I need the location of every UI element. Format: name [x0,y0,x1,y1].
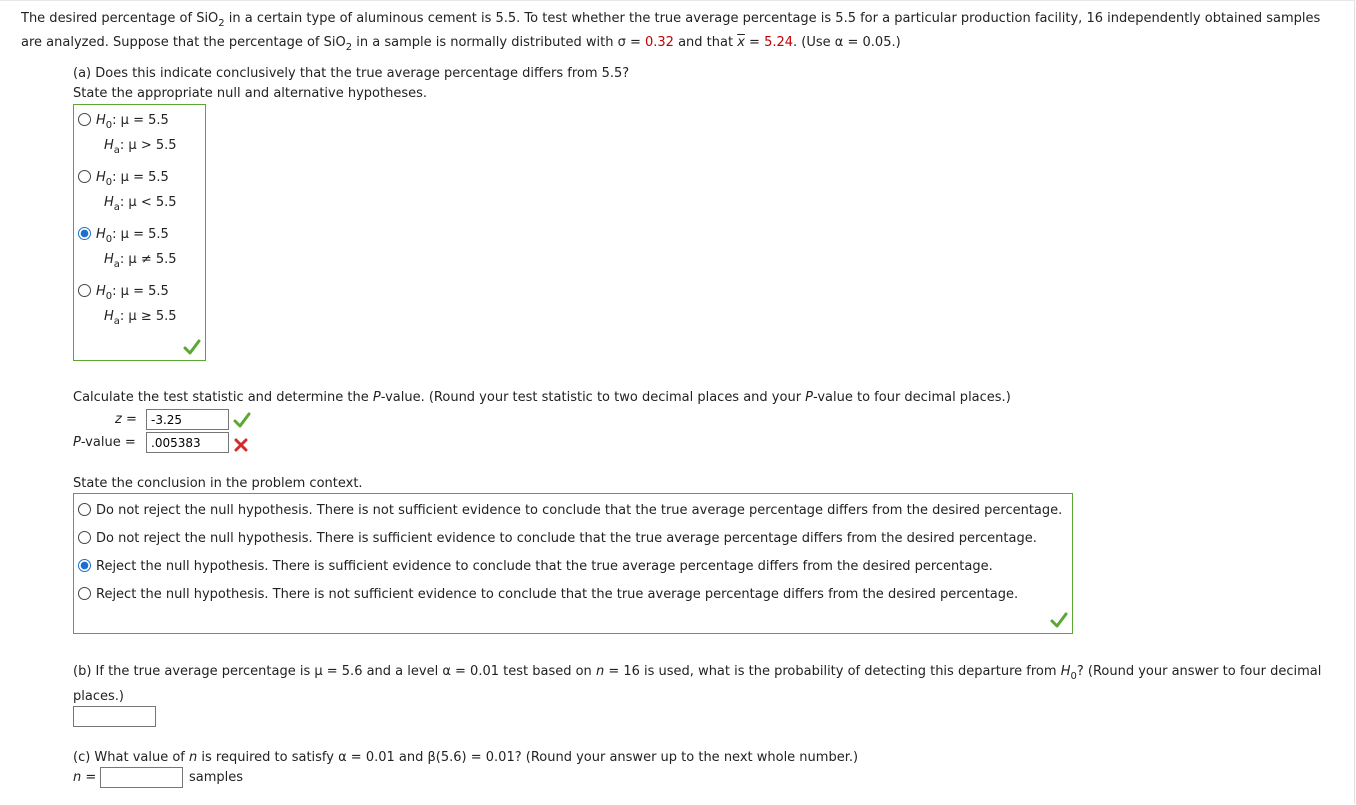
part-a-instruction: State the appropriate null and alternative hypotheses. [73,86,427,101]
alternative-hypothesis-2: $H_a$: μ < 5.5 [104,195,177,213]
alternative-hypothesis-4: $H_a$: μ ≥ 5.5 [104,309,177,327]
hypothesis-option-4[interactable]: $H_0$: μ = 5.5 [78,284,169,299]
part-c-answer-input[interactable] [100,767,183,788]
part-c-question: (c) What value of n is required to satisfy α = 0.01 and β(5.6) = 0.01? (Round your answer up to the next whole number.) [73,750,859,765]
xbar-value: 5.24 [764,35,794,50]
correct-check-icon [1050,612,1068,628]
radio-button[interactable] [78,170,91,183]
radio-button[interactable] [78,559,91,572]
conclusion-option-4[interactable]: Reject the null hypothesis. There is not sufficient evidence to conclude that the true average percentage differs from the desired percentage. [78,587,1018,602]
calc-instruction: Calculate the test statistic and determine the P-value. (Round your test statistic to two decimal places and your P-value to four decimal places.) [73,390,1011,405]
z-label: z = [115,412,137,427]
incorrect-x-icon [234,438,248,452]
radio-button[interactable] [78,587,91,600]
correct-check-icon [233,412,251,428]
radio-button[interactable] [78,503,91,516]
sigma-value: 0.32 [645,35,674,50]
conclusion-option-2[interactable]: Do not reject the null hypothesis. There is sufficient evidence to conclude that the true average percentage differs from the desired percentage. [78,531,1037,546]
samples-unit: samples [189,770,244,785]
intro-line-1: The desired percentage of SiO$_2$ in a certain type of aluminous cement is 5.5. To test whether the true average percentage is 5.5 for a particular production facility, 16 independently obtained samples [21,11,1321,29]
part-a-question: (a) Does this indicate conclusively that the true average percentage differs from 5.5? [73,66,630,81]
part-b-question: (b) If the true average percentage is μ = 5.6 and a level α = 0.01 test based on n = 16 is used, what is the probability of detecting this departure from $H_0$? (Round your answer to four decimal [73,664,1322,682]
alternative-hypothesis-3: $H_a$: μ ≠ 5.5 [104,252,177,270]
p-value-input[interactable] [146,432,229,453]
correct-check-icon [183,339,201,355]
radio-button[interactable] [78,531,91,544]
p-value-label: P-value = [73,435,136,450]
hypothesis-option-2[interactable]: $H_0$: μ = 5.5 [78,170,169,185]
radio-button[interactable] [78,284,91,297]
z-statistic-input[interactable] [146,409,229,430]
radio-button[interactable] [78,227,91,240]
xbar-symbol: $\overline{x}$ [737,35,745,50]
conclusion-prompt: State the conclusion in the problem context. [73,476,363,491]
conclusion-option-3[interactable]: Reject the null hypothesis. There is sufficient evidence to conclude that the true average percentage differs from the desired percentage. [78,559,993,574]
part-b-answer-input[interactable] [73,706,156,727]
hypothesis-option-1[interactable]: $H_0$: μ = 5.5 [78,113,169,128]
intro-line-2: are analyzed. Suppose that the percentage of SiO$_2$ in a sample is normally distributed with σ = 0.32 and that $\overline{x} = 5.24$. (Use α = 0.05.) [21,35,901,53]
part-b-question-cont: places.) [73,689,124,704]
hypothesis-option-3[interactable]: $H_0$: μ = 5.5 [78,227,169,242]
n-label: n = [73,770,97,785]
conclusion-option-1[interactable]: Do not reject the null hypothesis. There is not sufficient evidence to conclude that the true average percentage differs from the desired percentage. [78,503,1062,518]
radio-button[interactable] [78,113,91,126]
alternative-hypothesis-1: $H_a$: μ > 5.5 [104,138,177,156]
